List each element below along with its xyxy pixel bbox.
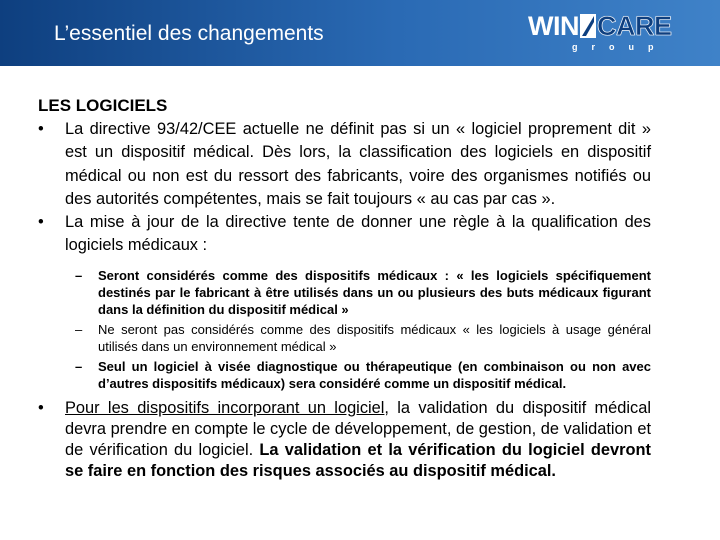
logo-mark-icon [580, 14, 596, 38]
bullet-icon: • [38, 398, 44, 417]
bullet-item-text: , la validation du dispositif médical devra prendre en compte le cycle de développement, de gestion, de validation et de vérification du logiciel. [65, 398, 651, 459]
logo-text-win: WIN [528, 11, 579, 41]
header-bar [0, 0, 720, 66]
bullet-item-3 [38, 398, 651, 482]
dash-icon: – [75, 321, 83, 337]
bullet-item-1 [38, 118, 651, 211]
logo-tagline: group [572, 42, 668, 52]
wincare-logo [528, 12, 674, 54]
sub-list [38, 267, 651, 392]
sub-item-text: Seront considérés comme des dispositifs médicaux : « les logiciels spécifiquement destinés par le fabricant à être utilisés dans un ou plusieurs des buts médicaux figurant dans la définition du dispositif médical » [98, 267, 651, 317]
section-heading: LES LOGICIELS [38, 96, 168, 115]
slide-body [38, 96, 651, 482]
sub-item-text: Seul un logiciel à visée diagnostique ou thérapeutique (en combinaison ou non avec d’autres dispositifs médicaux) sera considéré comme un dispositif médical. [98, 358, 651, 391]
bold-conclusion: La validation et la vérification du logiciel devront se faire en fonction des risques associés au dispositif médical. [65, 440, 651, 480]
bullet-icon: • [38, 213, 44, 232]
slide-title: L’essentiel des changements [54, 22, 324, 45]
bullet-item-2 [38, 211, 651, 258]
underlined-phrase: Pour les dispositifs incorporant un logiciel [65, 398, 385, 417]
dash-icon: – [75, 358, 83, 374]
sub-item-1 [38, 267, 651, 318]
sub-item-2 [38, 321, 651, 355]
logo-text-care: CARE [596, 11, 672, 41]
sub-item-3 [38, 358, 651, 392]
bullet-item-text: La mise à jour de la directive tente de donner une règle à la qualification des logiciels médicaux : [65, 213, 651, 255]
bullet-icon: • [38, 120, 44, 138]
bullet-item-text: La directive 93/42/CEE actuelle ne définit pas si un « logiciel proprement dit » est un dispositif médical. Dès lors, la classification des logiciels en dispositif médical ou non est du ressort des fabricants, voire des organismes notifiés ou des autorités compétentes, mais se fait toujours « au cas par cas ». [65, 120, 651, 208]
dash-icon: – [75, 267, 83, 283]
sub-item-text: Ne seront pas considérés comme des dispositifs médicaux « les logiciels à usage général utilisés dans un environnement médical » [98, 321, 651, 354]
